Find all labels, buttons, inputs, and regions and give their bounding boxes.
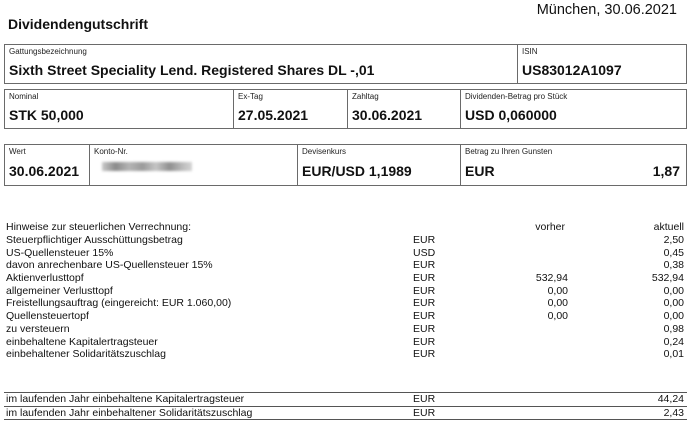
tax-row-currency: EUR <box>413 297 436 310</box>
devisenkurs-value: EUR/USD 1,1989 <box>302 163 412 179</box>
tax-row-after: 2,43 <box>663 406 684 419</box>
tax-row-after: 44,24 <box>657 393 684 405</box>
tax-row <box>4 348 687 361</box>
tax-row-label: Steuerpflichtiger Ausschüttungsbetrag <box>6 234 183 246</box>
tax-row-before: 0,00 <box>547 310 568 323</box>
tax-row-currency: EUR <box>413 272 436 285</box>
tax-row <box>4 393 687 407</box>
tax-row <box>4 336 687 349</box>
tax-row <box>4 297 687 310</box>
dividend-value: USD 0,060000 <box>465 107 557 123</box>
tax-row-after: 0,01 <box>663 348 684 361</box>
tax-row <box>4 247 687 260</box>
tax-row-label: einbehaltene Kapitalertragsteuer <box>6 335 158 348</box>
tax-row-label: davon anrechenbare US-Quellensteuer 15% <box>6 259 213 272</box>
tax-row-after: 0,00 <box>663 284 684 297</box>
tax-row-after: 0,24 <box>663 335 684 348</box>
tax-row-label: zu versteuern <box>6 322 70 335</box>
betrag-currency: EUR <box>465 163 495 179</box>
ex-tag-label: Ex-Tag <box>238 92 263 101</box>
tax-row <box>4 285 687 298</box>
konto-label: Konto-Nr. <box>94 147 128 156</box>
payment-box <box>4 144 687 186</box>
tax-row <box>4 234 687 247</box>
tax-row-after: 0,38 <box>663 259 684 272</box>
dividend-label: Dividenden-Betrag pro Stück <box>465 92 568 101</box>
tax-row-label: US-Quellensteuer 15% <box>6 246 114 259</box>
tax-row-label: allgemeiner Verlusttopf <box>6 284 113 297</box>
tax-row-after: 2,50 <box>663 234 684 246</box>
tax-row <box>4 310 687 323</box>
tax-row-after: 0,00 <box>663 297 684 310</box>
location-date: München, 30.06.2021 <box>536 2 677 18</box>
tax-row-before: 0,00 <box>547 284 568 297</box>
tax-row-currency: EUR <box>413 393 436 405</box>
tax-row-currency: USD <box>413 246 436 259</box>
betrag-label: Betrag zu Ihren Gunsten <box>465 147 553 156</box>
security-name: Sixth Street Speciality Lend. Registered Shares DL -,01 <box>9 62 375 78</box>
zahltag-label: Zahltag <box>352 92 379 101</box>
tax-row-currency: EUR <box>413 310 436 323</box>
tax-row-currency: EUR <box>413 284 436 297</box>
ex-tag-value: 27.05.2021 <box>238 107 309 123</box>
tax-row-before: 0,00 <box>547 297 568 310</box>
tax-row-label: im laufenden Jahr einbehaltener Solidaritätszuschlag <box>6 406 253 419</box>
zahltag-value: 30.06.2021 <box>352 107 423 123</box>
tax-row <box>4 272 687 285</box>
tax-row-currency: EUR <box>413 322 436 335</box>
tax-row-label: Freistellungsauftrag (eingereicht: EUR 1.060,00) <box>6 297 232 310</box>
tax-row-currency: EUR <box>413 406 436 419</box>
document-title: Dividendengutschrift <box>8 16 149 32</box>
tax-row-currency: EUR <box>413 348 436 361</box>
security-box <box>4 44 687 84</box>
col-before-header: vorher <box>535 221 565 233</box>
tax-row <box>4 407 687 420</box>
tax-row-label: Quellensteuertopf <box>6 310 89 323</box>
nominal-label: Nominal <box>9 92 39 101</box>
isin-label: ISIN <box>522 47 538 56</box>
isin-value: US83012A1097 <box>522 62 622 78</box>
tax-row-before: 532,94 <box>535 272 568 285</box>
tax-row <box>4 323 687 336</box>
security-name-label: Gattungsbezeichnung <box>9 47 87 56</box>
tax-row-label: im laufenden Jahr einbehaltene Kapitalertragsteuer <box>6 393 245 405</box>
tax-heading: Hinweise zur steuerlichen Verrechnung: <box>6 221 192 233</box>
konto-number-redacted <box>102 162 192 171</box>
col-after-header: aktuell <box>653 221 684 233</box>
tax-summary-box <box>4 392 687 420</box>
tax-row <box>4 259 687 272</box>
tax-row-after: 0,00 <box>663 310 684 323</box>
wert-value: 30.06.2021 <box>9 163 80 179</box>
devisenkurs-label: Devisenkurs <box>302 147 347 156</box>
tax-row-label: Aktienverlusttopf <box>6 272 84 285</box>
tax-row-after: 0,98 <box>663 322 684 335</box>
tax-row-currency: EUR <box>413 335 436 348</box>
nominal-value: STK 50,000 <box>9 107 84 123</box>
wert-label: Wert <box>9 147 26 156</box>
tax-header-row <box>4 221 687 234</box>
tax-row-after: 0,45 <box>663 246 684 259</box>
tax-row-after: 532,94 <box>651 272 684 285</box>
tax-row-currency: EUR <box>413 259 436 272</box>
betrag-value: 1,87 <box>652 163 680 179</box>
details-box <box>4 89 687 129</box>
tax-row-label: einbehaltener Solidaritätszuschlag <box>6 348 166 361</box>
tax-section <box>4 221 687 361</box>
tax-row-currency: EUR <box>413 234 436 246</box>
